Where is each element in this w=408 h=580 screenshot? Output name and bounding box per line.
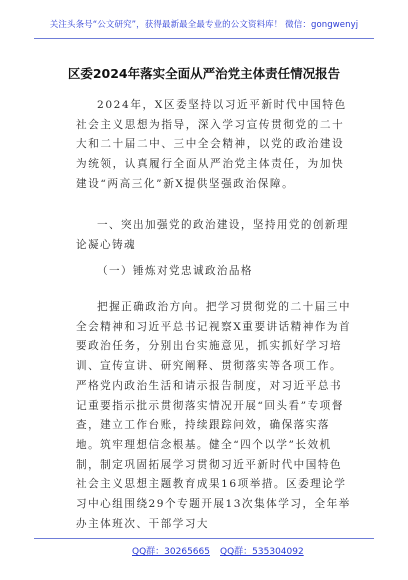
section-heading-1: 一、突出加强党的政治建设，坚持用党的创新理论凝心铸魂 bbox=[76, 219, 349, 251]
qq-group-link-1[interactable]: QQ群：30265665 bbox=[132, 547, 210, 557]
document-title: 区委2024年落实全面从严治党主体责任情况报告 bbox=[67, 66, 341, 81]
header-notice: 关注头条号“公文研究”，获得最新最全最专业的公文资料库！ 微信：gongwenyj bbox=[49, 20, 359, 30]
footer-divider bbox=[34, 538, 374, 539]
header-divider bbox=[34, 38, 374, 39]
intro-paragraph: 2024年，X区委坚持以习近平新时代中国特色社会主义思想为指导，深入学习宣传贯彻党的二十大和二十届二中、三中全会精神，以党的政治建设为统领，认真履行全面从严治党主体责任，为加快建设“两高三化”新X提供坚强政治保障。 bbox=[76, 99, 347, 190]
subsection-heading-1: （一）锤炼对党忠诚政治品格 bbox=[97, 265, 253, 277]
body-paragraph-1: 把握正确政治方向。把学习贯彻党的二十届三中全会精神和习近平总书记视察X重要讲话精神作为首要政治任务，分别出台实施意见，抓实抓好学习培训、宣传宣讲、研究阐释、贯彻落实等各项工作。严格党内政治生活和请示报告制度，对习近平总书记重要指示批示贯彻落实情况开展“回头看”专项督查，建立工作台账，持续跟踪问效，确保落实落地。筑牢理想信念根基。健全“四个以学”长效机制，制定巩固拓展学习贯彻习近平新时代中国特色社会主义思想主题教育成果16项举措。区委理论学习中心组围绕29个专题开展13次集体学习，全年举办主体班次、干部学习大 bbox=[76, 301, 352, 530]
qq-group-link-2[interactable]: QQ群：535304092 bbox=[220, 547, 304, 557]
